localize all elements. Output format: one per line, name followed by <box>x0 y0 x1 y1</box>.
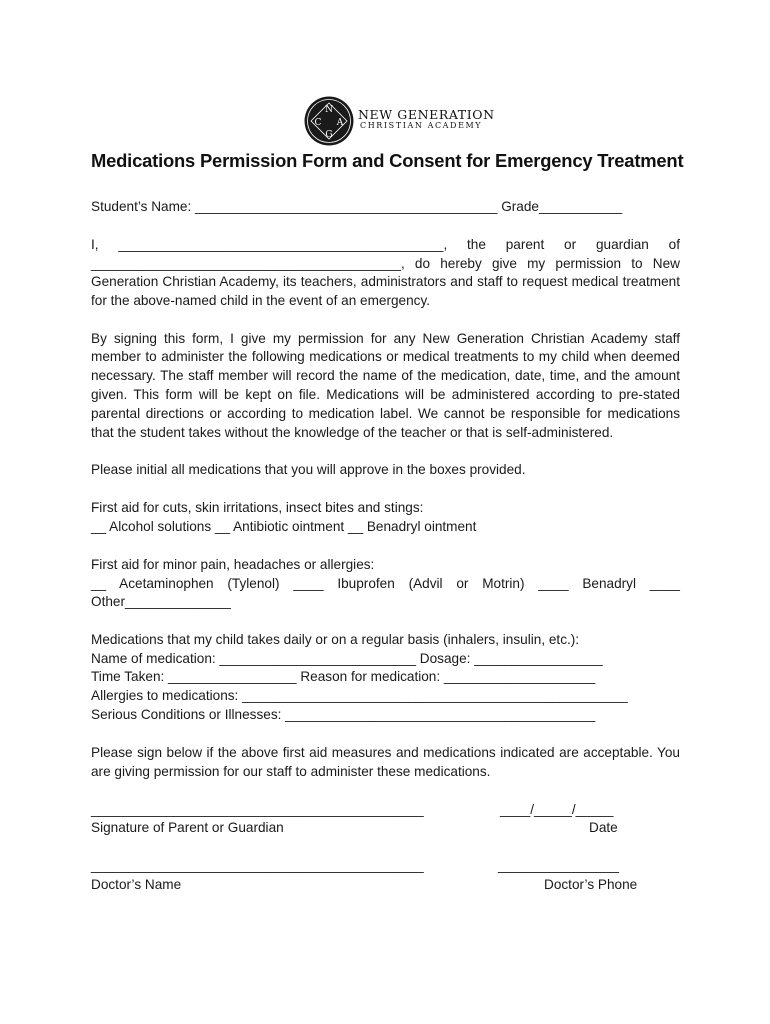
first-aid-pain-heading: First aid for minor pain, headaches or allergies: <box>91 557 375 572</box>
date-field[interactable]: ____/_____/_____ <box>500 802 614 817</box>
academy-logo <box>304 96 504 148</box>
first-aid-pain-other[interactable]: Other______________ <box>91 594 231 609</box>
doctor-phone-field[interactable]: ________________ <box>498 858 619 873</box>
logo-name-line2: CHRISTIAN ACADEMY <box>360 121 483 130</box>
student-name-field[interactable]: Student’s Name: ________________________________________ Grade___________ <box>91 199 623 214</box>
signature-field[interactable]: ____________________________________________ <box>91 802 424 817</box>
signing-para-line-5: parental directions or according to medication label. We cannot be responsible for medications <box>91 406 680 421</box>
first-aid-cuts-options[interactable]: __ Alcohol solutions __ Antibiotic ointment __ Benadryl ointment <box>91 519 477 534</box>
form-title: Medications Permission Form and Consent for Emergency Treatment <box>91 150 684 171</box>
serious-conditions-field[interactable]: Serious Conditions or Illnesses: _________________________________________ <box>91 707 596 722</box>
sign-para-line-2: are giving permission for our staff to administer these medications. <box>91 764 491 779</box>
logo-name-line1: NEW GENERATION <box>358 107 495 122</box>
signing-para-line-4: given. This form will be kept on file. Medications will be administered according to pre-stated <box>91 387 680 402</box>
first-aid-cuts-heading: First aid for cuts, skin irritations, insect bites and stings: <box>91 500 424 515</box>
daily-meds-heading: Medications that my child takes daily or on a regular basis (inhalers, insulin, etc.): <box>91 632 580 647</box>
seal-letter-bottom: G <box>325 130 333 140</box>
parent-para-line-2[interactable]: _________________________________________, do hereby give my permission to New <box>91 256 680 271</box>
seal-letter-right: A <box>336 118 344 128</box>
parent-para-line-3: Generation Christian Academy, its teachers, administrators and staff to request medical treatment <box>91 274 680 289</box>
seal-letter-left: C <box>314 118 322 128</box>
signing-para-line-2: member to administer the following medications or medical treatments to my child when deemed <box>91 349 680 364</box>
parent-para-line-4: for the above-named child in the event of an emergency. <box>91 293 431 308</box>
parent-para-line-1[interactable]: I, ___________________________________________, the parent or guardian of <box>91 237 680 252</box>
doctor-name-field[interactable]: ____________________________________________ <box>91 858 424 873</box>
date-label: Date <box>589 820 618 835</box>
doctor-name-label: Doctor’s Name <box>91 877 182 892</box>
seal-letter-top: N <box>325 105 333 115</box>
first-aid-pain-options[interactable]: __ Acetaminophen (Tylenol) ____ Ibuprofen (Advil or Motrin) ____ Benadryl ____ <box>91 576 680 591</box>
doctor-phone-label: Doctor’s Phone <box>544 877 638 892</box>
medication-name-field[interactable]: Name of medication: __________________________ Dosage: _________________ <box>91 651 603 666</box>
signing-para-line-3: necessary. The staff member will record the name of the medication, date, time, and the amount <box>91 368 680 383</box>
allergies-field[interactable]: Allergies to medications: ___________________________________________________ <box>91 688 628 703</box>
signature-label: Signature of Parent or Guardian <box>91 820 284 835</box>
sign-para-line-1: Please sign below if the above first aid measures and medications indicated are acceptable. You <box>91 745 680 760</box>
time-taken-field[interactable]: Time Taken: _________________ Reason for medication: ____________________ <box>91 669 596 684</box>
signing-para-line-6: that the student takes without the knowledge of the teacher or that is self-administered. <box>91 425 614 440</box>
academy-seal-icon <box>304 96 354 146</box>
initial-note: Please initial all medications that you will approve in the boxes provided. <box>91 462 526 477</box>
signing-para-line-1: By signing this form, I give my permission for any New Generation Christian Academy staff <box>91 331 680 346</box>
